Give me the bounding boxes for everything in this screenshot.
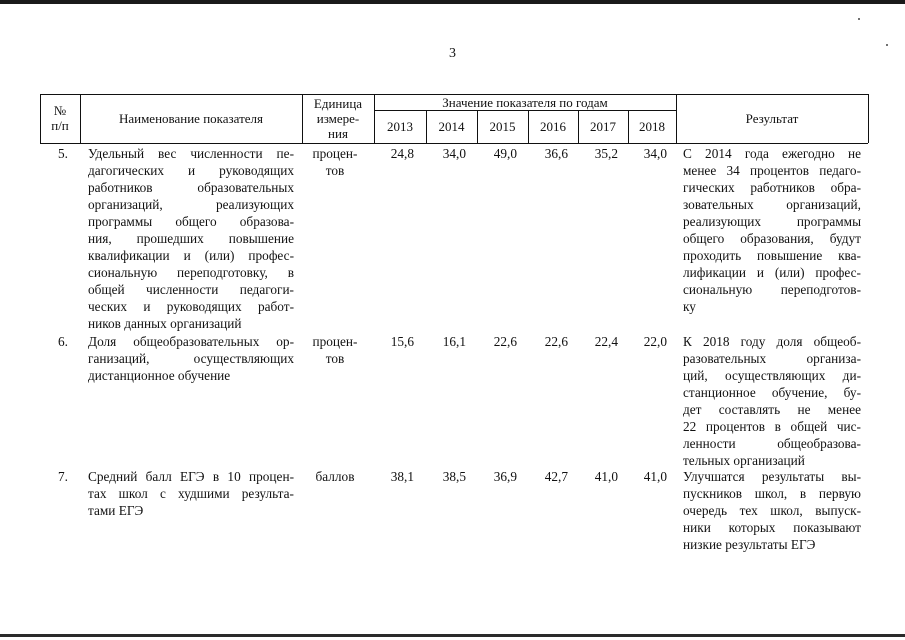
- scan-edge-bottom: [0, 634, 905, 637]
- unit: [304, 333, 366, 367]
- text-line: процен-: [312, 334, 358, 349]
- text-line: сиональную переподготовку, в: [88, 265, 294, 280]
- value-2016: 42,7: [544, 469, 568, 484]
- col-border: [868, 94, 869, 143]
- indicator-name: [88, 145, 294, 332]
- text-line: тельных организаций: [683, 453, 805, 468]
- value-2013: 38,1: [390, 469, 414, 484]
- row-number: 7.: [58, 469, 68, 484]
- text-line: С 2014 года ежегодно не: [683, 146, 861, 161]
- year-2016: 2016: [540, 119, 566, 134]
- header-bottom-rule: [40, 143, 868, 144]
- value-2017: 35,2: [594, 146, 618, 161]
- text-line: Доля общеобразовательных ор-: [88, 334, 294, 349]
- year-2015: 2015: [489, 119, 516, 134]
- value-2014: 38,5: [442, 469, 466, 484]
- text-line: тах школ с худшими результа-: [88, 486, 294, 501]
- text-line: дет составлять не менее: [683, 402, 861, 417]
- text-line: Улучшатся результаты вы-: [683, 469, 861, 484]
- text-line: ния, прошедших повышение: [88, 231, 294, 246]
- text-line: реализующих программы: [683, 214, 861, 229]
- year-2017: 2017: [590, 119, 616, 134]
- value-2016: 22,6: [544, 334, 568, 349]
- header-name: Наименование показателя: [118, 111, 264, 126]
- unit: [304, 468, 366, 485]
- text-line: Средний балл ЕГЭ в 10 процен-: [88, 469, 294, 484]
- text-line: низкие результаты ЕГЭ: [683, 537, 816, 552]
- text-line: проходить повышение ква-: [683, 248, 861, 263]
- scan-speck: [858, 18, 860, 20]
- text-line: дистанционное обучение: [88, 368, 231, 383]
- value-2016: 36,6: [544, 146, 568, 161]
- header-num: [40, 103, 80, 133]
- header-result: Результат: [745, 111, 799, 126]
- text-line: ники которых показывают: [683, 520, 861, 535]
- table-top-rule-result: [676, 94, 868, 95]
- value-2013: 24,8: [390, 146, 414, 161]
- text-line: Удельный вес численности пе-: [88, 146, 294, 161]
- text-line: квалификации и (или) профес-: [88, 248, 294, 263]
- result-text: [683, 145, 861, 315]
- value-2015: 22,6: [493, 334, 517, 349]
- text-line: общего образования, будут: [683, 231, 861, 246]
- result-text: [683, 333, 861, 469]
- text-line: гических работников обра-: [683, 180, 861, 195]
- value-2013: 15,6: [390, 334, 414, 349]
- unit: [304, 145, 366, 179]
- text-line: ленности общеобразова-: [683, 436, 861, 451]
- header-unit: [302, 96, 374, 141]
- text-line: станционное обучение, бу-: [683, 385, 861, 400]
- text-line: ческих и руководящих работ-: [88, 299, 294, 314]
- text-line: разовательных организа-: [683, 351, 861, 366]
- value-2018: 41,0: [643, 469, 667, 484]
- years-divider-rule: [374, 110, 676, 111]
- text-line: тов: [325, 351, 345, 366]
- text-line: организаций, реализующих: [88, 197, 294, 212]
- header-unit-line: измере-: [316, 111, 360, 126]
- header-values: Значение показателя по годам: [442, 95, 608, 110]
- text-line: К 2018 году доля общеоб-: [683, 334, 861, 349]
- header-num-line: п/п: [51, 118, 69, 133]
- text-line: работников образовательных: [88, 180, 294, 195]
- value-2017: 41,0: [594, 469, 618, 484]
- page-number: 3: [449, 46, 456, 61]
- year-2018: 2018: [639, 119, 665, 134]
- value-2014: 16,1: [442, 334, 466, 349]
- row-number: 6.: [58, 334, 68, 349]
- value-2014: 34,0: [442, 146, 466, 161]
- text-line: процен-: [312, 146, 358, 161]
- text-line: зовательных организаций,: [683, 197, 861, 212]
- text-line: менее 34 процентов педаго-: [683, 163, 861, 178]
- text-line: ганизаций, осуществляющих: [88, 351, 294, 366]
- text-line: лификации и (или) профес-: [683, 265, 861, 280]
- value-2018: 22,0: [643, 334, 667, 349]
- text-line: пускников школ, в первую: [683, 486, 861, 501]
- indicator-name: [88, 468, 294, 519]
- header-unit-line: Единица: [313, 96, 363, 111]
- text-line: очередь тех школ, выпуск-: [683, 503, 861, 518]
- text-line: баллов: [315, 469, 355, 484]
- value-2015: 36,9: [493, 469, 517, 484]
- text-line: ку: [683, 299, 696, 314]
- indicator-name: [88, 333, 294, 384]
- text-line: программы общего образова-: [88, 214, 294, 229]
- text-line: сиональную переподготов-: [683, 282, 861, 297]
- scan-edge-top: [0, 0, 905, 4]
- year-2013: 2013: [387, 119, 413, 134]
- value-2018: 34,0: [643, 146, 667, 161]
- text-line: ций, осуществляющих ди-: [683, 368, 861, 383]
- text-line: 22 процентов в общей чис-: [683, 419, 861, 434]
- header-unit-line: ния: [328, 126, 348, 141]
- header-num-line: №: [53, 103, 67, 118]
- text-line: тами ЕГЭ: [88, 503, 144, 518]
- result-text: [683, 468, 861, 553]
- text-line: дагогических и руководящих: [88, 163, 294, 178]
- value-2017: 22,4: [594, 334, 618, 349]
- text-line: ников данных организаций: [88, 316, 242, 331]
- text-line: тов: [325, 163, 345, 178]
- year-2014: 2014: [438, 119, 465, 134]
- text-line: общей численности педагоги-: [88, 282, 294, 297]
- row-number: 5.: [58, 146, 68, 161]
- value-2015: 49,0: [493, 146, 517, 161]
